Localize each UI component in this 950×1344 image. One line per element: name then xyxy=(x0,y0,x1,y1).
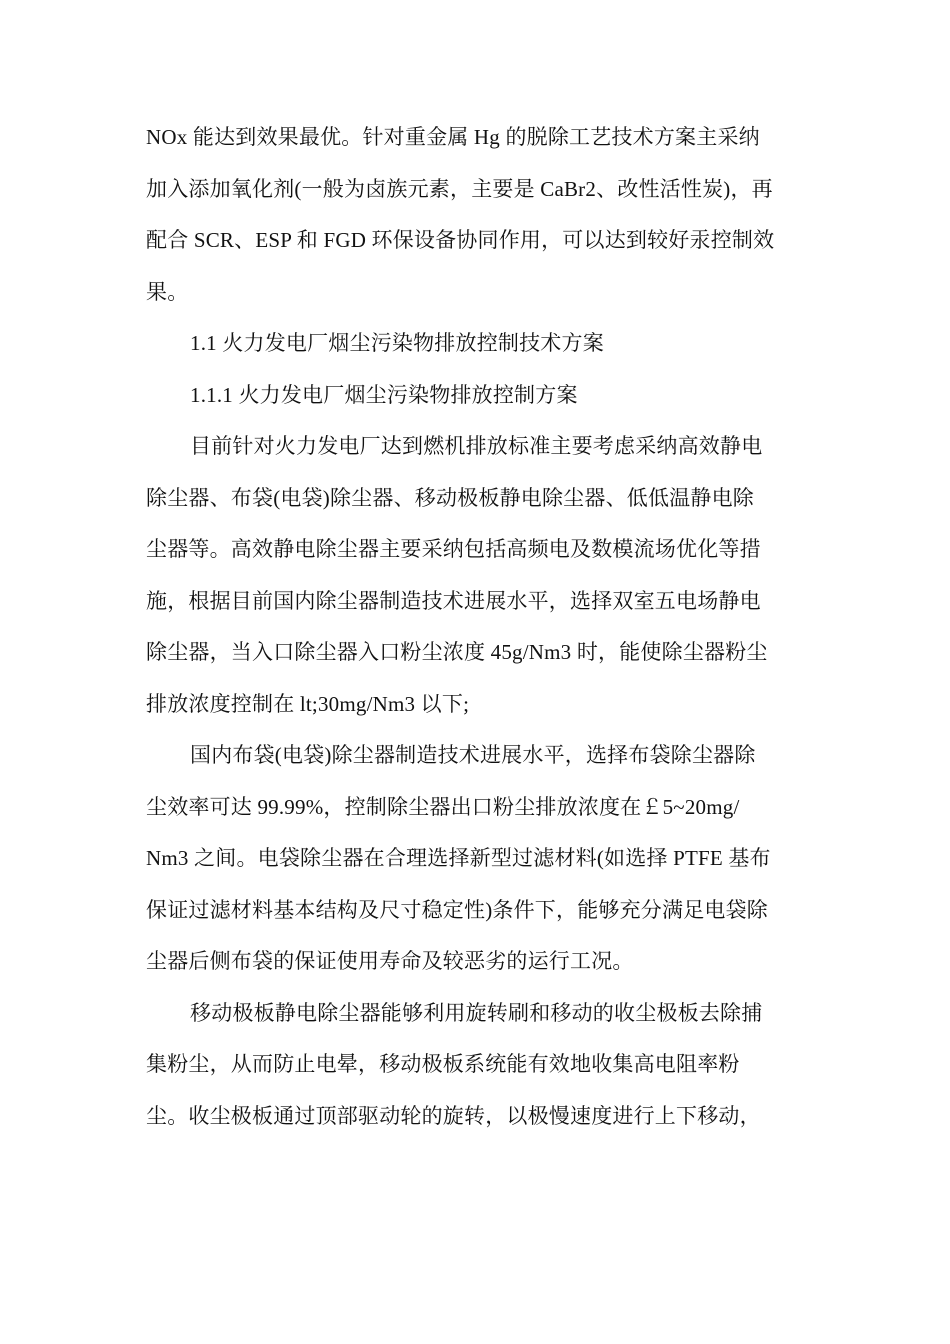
text-line: 加入添加氧化剂(一般为卤族元素，主要是 CaBr2、改性活性炭)，再 xyxy=(146,176,773,201)
text-line: 尘器等。高效静电除尘器主要采纳包括高频电及数模流场优化等措 xyxy=(146,537,761,561)
text-line: 除尘器，当入口除尘器入口粉尘浓度 45g/Nm3 时，能使除尘器粉尘 xyxy=(146,640,768,664)
text-line: 目前针对火力发电厂达到燃机排放标准主要考虑采纳高效静电 xyxy=(190,434,763,458)
document-body xyxy=(146,112,806,1142)
section-heading: 1.1 火力发电厂烟尘污染物排放控制技术方案 xyxy=(190,331,604,355)
text-line: 除尘器、布袋(电袋)除尘器、移动极板静电除尘器、低低温静电除 xyxy=(146,485,754,510)
text-line: 保证过滤材料基本结构及尺寸稳定性)条件下，能够充分满足电袋除 xyxy=(146,897,768,922)
text-line: 配合 SCR、ESP 和 FGD 环保设备协同作用，可以达到较好汞控制效 xyxy=(146,228,775,252)
text-line: 果。 xyxy=(146,279,189,304)
subsection-heading: 1.1.1 火力发电厂烟尘污染物排放控制方案 xyxy=(190,382,578,407)
text-line: 移动极板静电除尘器能够利用旋转刷和移动的收尘极板去除捕 xyxy=(190,1000,763,1025)
text-line: NOx 能达到效果最优。针对重金属 Hg 的脱除工艺技术方案主采纳 xyxy=(146,125,760,149)
text-line: 尘器后侧布袋的保证使用寿命及较恶劣的运行工况。 xyxy=(146,949,634,973)
text-line: 排放浓度控制在 lt;30mg/Nm3 以下; xyxy=(146,691,470,716)
text-line: 施，根据目前国内除尘器制造技术进展水平，选择双室五电场静电 xyxy=(146,588,761,613)
text-line: 集粉尘，从而防止电晕，移动极板系统能有效地收集高电阻率粉 xyxy=(146,1052,740,1076)
text-line: 国内布袋(电袋)除尘器制造技术进展水平，选择布袋除尘器除 xyxy=(190,743,756,767)
text-line: 尘效率可达 99.99%，控制除尘器出口粉尘排放浓度在￡5~20mg/ xyxy=(146,794,740,819)
text-line: 尘。收尘极板通过顶部驱动轮的旋转，以极慢速度进行上下移动， xyxy=(146,1103,761,1128)
text-line: Nm3 之间。电袋除尘器在合理选择新型过滤材料(如选择 PTFE 基布 xyxy=(146,846,771,870)
